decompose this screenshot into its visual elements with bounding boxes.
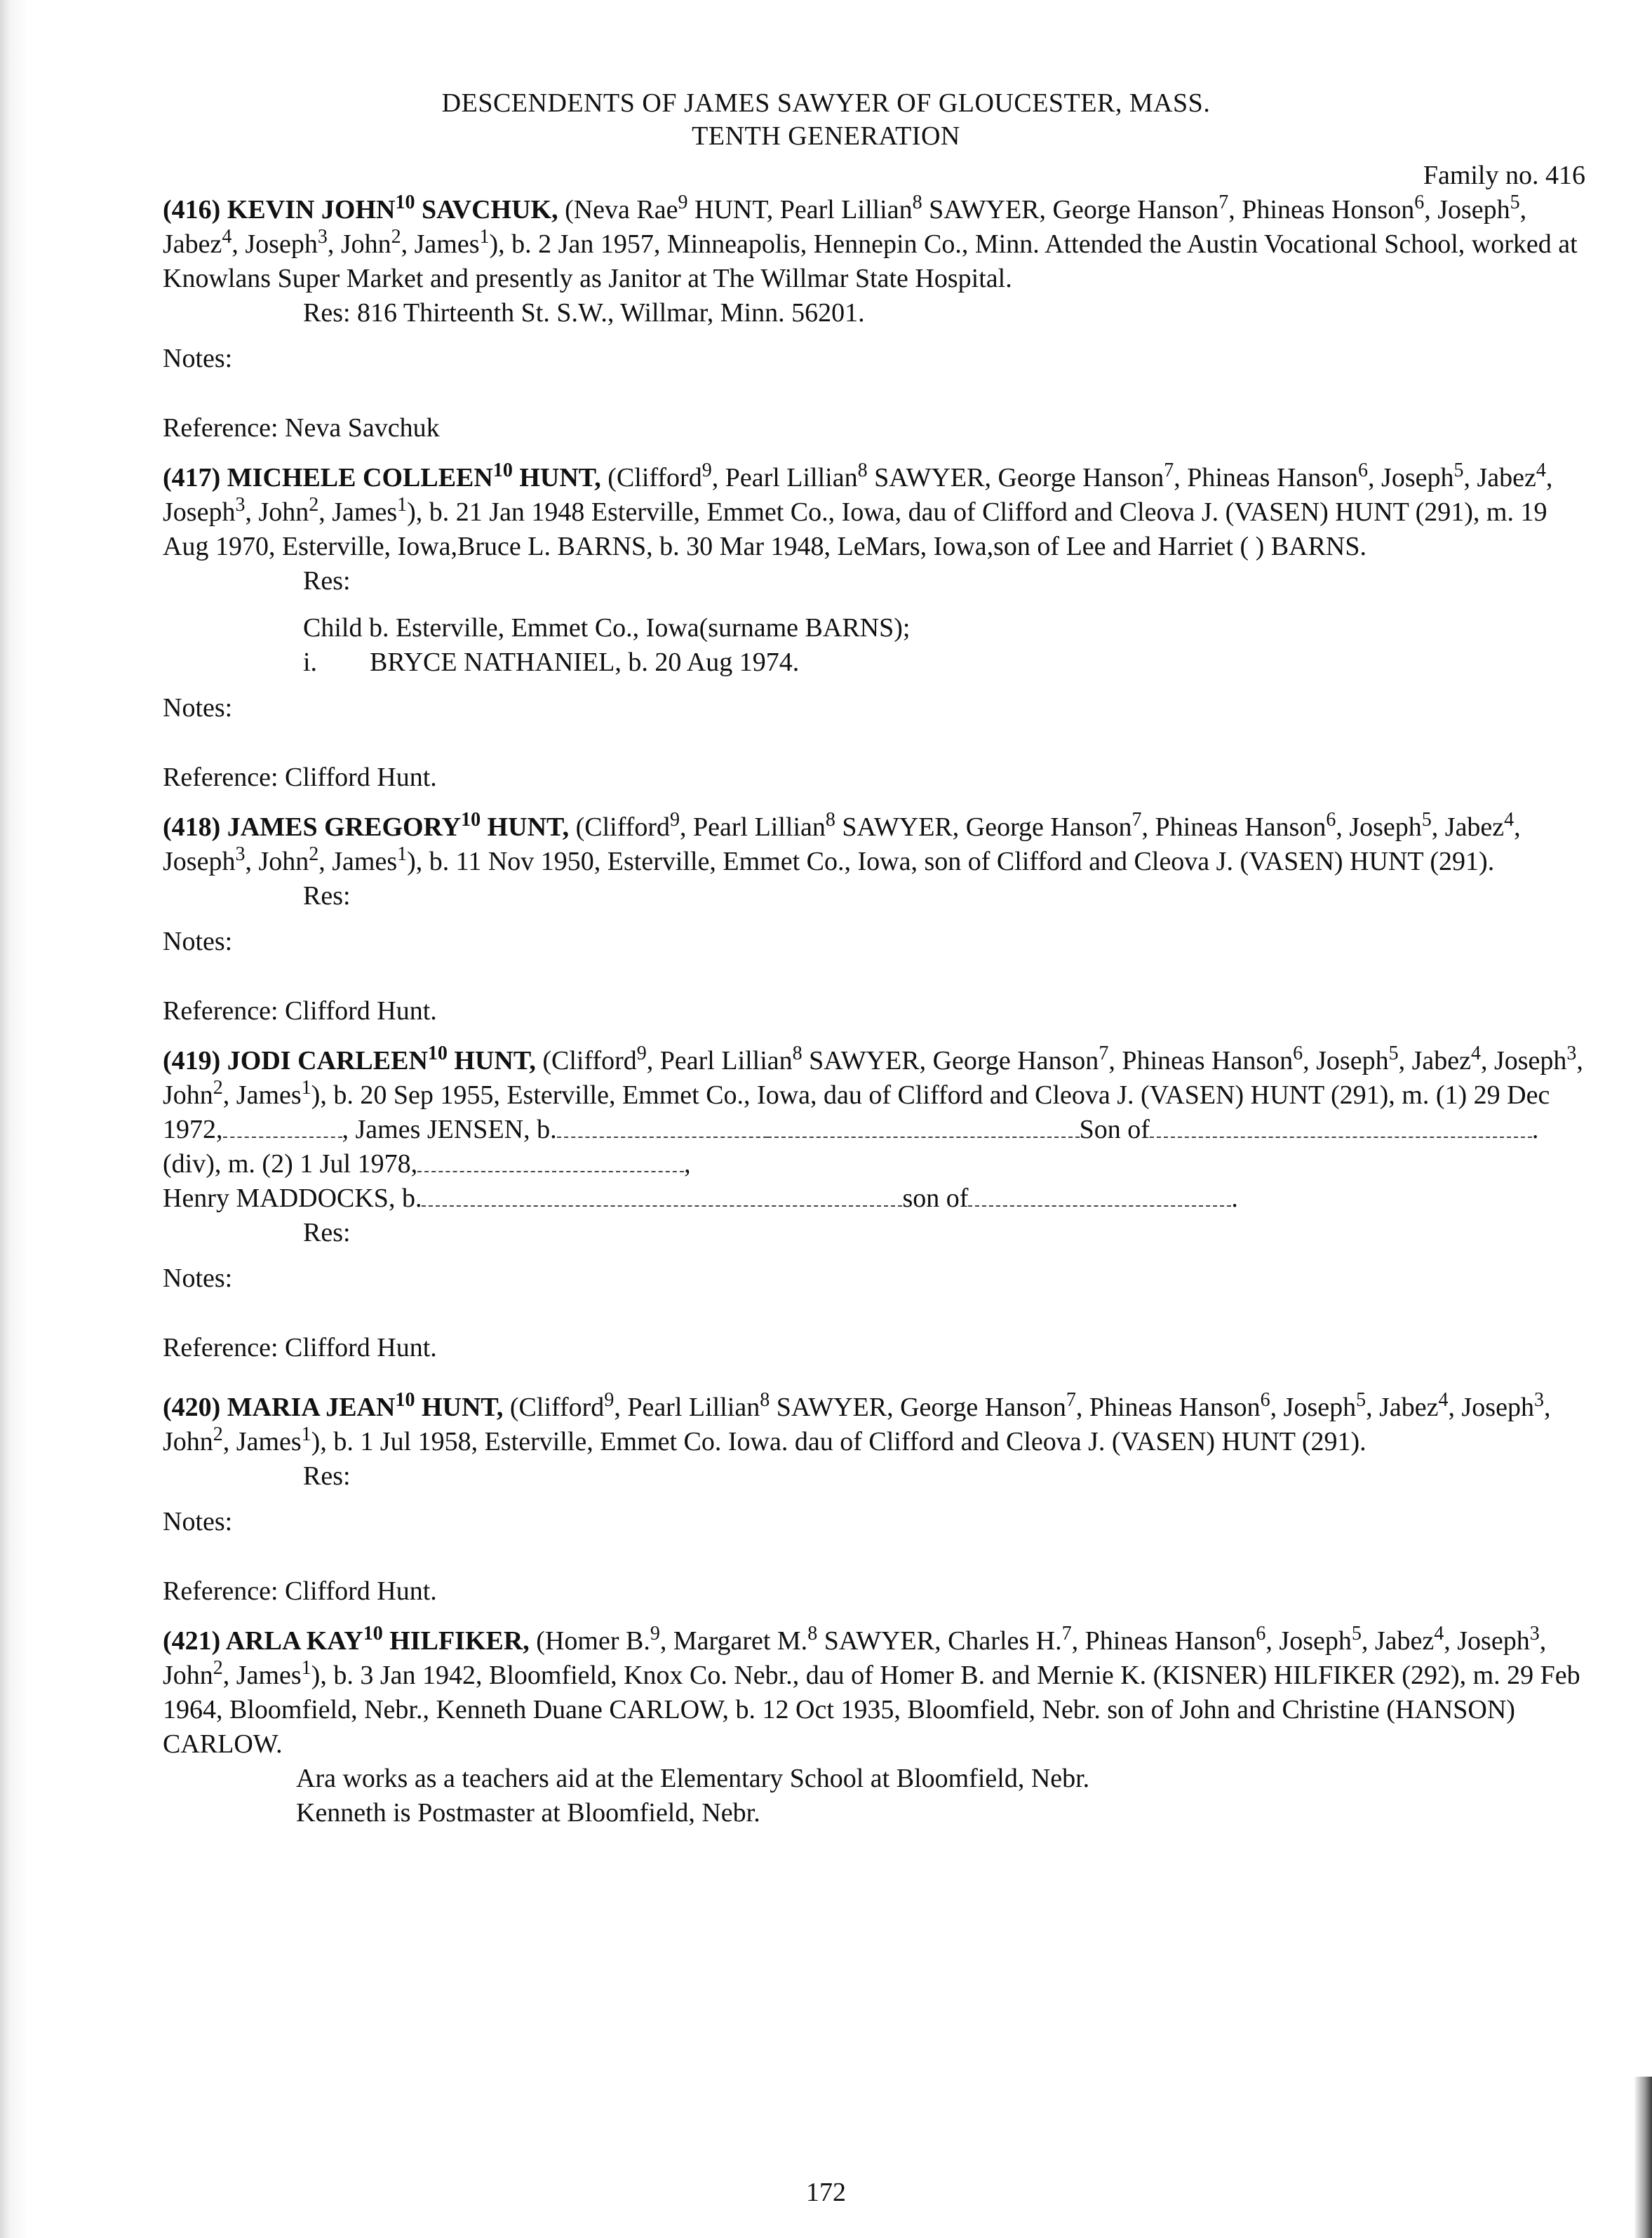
scan-shadow-right (1634, 2077, 1652, 2238)
entry-417-child (163, 645, 1594, 680)
entry-417-name: (417) MICHELE COLLEEN$^{10}$ HUNT, (163, 460, 601, 493)
entry-418-notes: Notes: (163, 927, 233, 956)
entry-417-body: (417) MICHELE COLLEEN$^{10}$ HUNT, (Clifford$^9$, Pearl Lillian$^8$ SAWYER, George Hanson$^7$, Phineas Hanson$^6$, Joseph$^5$, Jabez$^4$, Joseph$^3$, John$^2$, James$^1$), b. 21 Jan 1948 Esterville, Emmet Co., Iowa, dau of Clifford and Cleova J. (VASEN) HUNT (291), m. 19 Aug 1970, Esterville, Iowa,Bruce L. BARNS, b. 30 Mar 1948, LeMars, Iowa,son of Lee and Harriet ( ) BARNS. (163, 460, 1553, 561)
child-number: i. (303, 648, 318, 677)
blank-field (422, 1184, 902, 1207)
blank-field (223, 1115, 342, 1138)
entry-418-res: Res: (303, 881, 351, 911)
entry-420-name: (420) MARIA JEAN$^{10}$ HUNT, (163, 1389, 504, 1422)
entry-420-notes: Notes: (163, 1507, 233, 1536)
entry-420-body: (420) MARIA JEAN$^{10}$ HUNT, (Clifford$^9$, Pearl Lillian$^8$ SAWYER, George Hanson$^7$, Phineas Hanson$^6$, Joseph$^5$, Jabez$^4$, Joseph$^3$, John$^2$, James$^1$), b. 1 Jul 1958, Esterville, Emmet Co. Iowa. dau of Clifford and Cleova J. (VASEN) HUNT (291). (163, 1389, 1551, 1456)
entry-419-res: Res: (303, 1218, 351, 1247)
entry-416 (163, 193, 1594, 445)
entry-417 (163, 461, 1594, 795)
blank-field (417, 1150, 684, 1172)
scan-shadow-left (0, 0, 28, 2238)
entry-419 (163, 1044, 1594, 1365)
entry-419-notes: Notes: (163, 1264, 233, 1293)
entry-421-note-2: Kenneth is Postmaster at Bloomfield, Nebr. (296, 1798, 760, 1828)
entry-417-children-intro: Child b. Esterville, Emmet Co., Iowa(surname BARNS); (303, 613, 911, 643)
entry-416-reference: Reference: Neva Savchuk (163, 413, 440, 443)
family-number: Family no. 416 (1423, 161, 1585, 190)
entry-416-body: (416) KEVIN JOHN$^{10}$ SAVCHUK, (Neva Rae$^9$ HUNT, Pearl Lillian$^8$ SAWYER, George Hanson$^7$, Phineas Honson$^6$, Joseph$^5$, Jabez$^4$, Joseph$^3$, John$^2$, James$^1$), b. 2 Jan 1957, Minneapolis, Hennepin Co., Minn. Attended the Austin Vocational School, worked at Knowlans Super Market and presently as Janitor at The Willmar State Hospital. (163, 192, 1578, 293)
entry-421-name: (421) ARLA KAY$^{10}$ HILFIKER, (163, 1623, 530, 1656)
blank-field (1150, 1115, 1532, 1138)
entry-419-body: (419) JODI CARLEEN$^{10}$ HUNT, (Clifford$^9$, Pearl Lillian$^8$ SAWYER, George Hanson$^7$, Phineas Hanson$^6$, Joseph$^5$, Jabez$^4$, Joseph$^3$, John$^2$, James$^1$), b. 20 Sep 1955, Esterville, Emmet Co., Iowa, dau of Clifford and Cleova J. (VASEN) HUNT (291), m. (1) 29 Dec 1972, , James JENSEN, b. Son of . (div), m. (2) 1 Jul 1978, , (163, 1043, 1583, 1179)
entry-418 (163, 810, 1594, 1028)
entries (163, 193, 1594, 1846)
entry-421-note-1: Ara works as a teachers aid at the Elementary School at Bloomfield, Nebr. (296, 1764, 1090, 1793)
entry-421 (163, 1624, 1594, 1830)
page-title: DESCENDENTS OF JAMES SAWYER OF GLOUCESTER, MASS. (441, 88, 1211, 118)
entry-420-reference: Reference: Clifford Hunt. (163, 1576, 437, 1606)
entry-418-body: (418) JAMES GREGORY$^{10}$ HUNT, (Clifford$^9$, Pearl Lillian$^8$ SAWYER, George Hanson$^7$, Phineas Hanson$^6$, Joseph$^5$, Jabez$^4$, Joseph$^3$, John$^2$, James$^1$), b. 11 Nov 1950, Esterville, Emmet Co., Iowa, son of Clifford and Cleova J. (VASEN) HUNT (291). (163, 809, 1521, 876)
entry-420 (163, 1391, 1594, 1609)
blank-field (968, 1184, 1231, 1207)
page-number: 172 (806, 2178, 846, 2207)
entry-419-name: (419) JODI CARLEEN$^{10}$ HUNT, (163, 1043, 536, 1076)
entry-418-reference: Reference: Clifford Hunt. (163, 996, 437, 1026)
entry-421-body: (421) ARLA KAY$^{10}$ HILFIKER, (Homer B.$^9$, Margaret M.$^8$ SAWYER, Charles H.$^7$, Phineas Hanson$^6$, Joseph$^5$, Jabez$^4$, Joseph$^3$, John$^2$, James$^1$), b. 3 Jan 1942, Bloomfield, Knox Co. Nebr., dau of Homer B. and Mernie K. (KISNER) HILFIKER (292), m. 29 Feb 1964, Bloomfield, Nebr., Kenneth Duane CARLOW, b. 12 Oct 1935, Bloomfield, Nebr. son of John and Christine (HANSON) CARLOW. (163, 1623, 1580, 1759)
entry-419-line2: Henry MADDOCKS, b. son of . (163, 1184, 1238, 1213)
blank-field (557, 1115, 767, 1138)
page-subtitle: TENTH GENERATION (692, 121, 960, 151)
child-name: BRYCE NATHANIEL, b. 20 Aug 1974. (370, 648, 800, 677)
entry-416-name: (416) KEVIN JOHN$^{10}$ SAVCHUK, (163, 192, 558, 225)
entry-416-notes: Notes: (163, 344, 233, 373)
blank-field (767, 1115, 1080, 1138)
entry-418-name: (418) JAMES GREGORY$^{10}$ HUNT, (163, 809, 570, 842)
entry-417-reference: Reference: Clifford Hunt. (163, 763, 437, 792)
entry-417-res: Res: (303, 566, 351, 596)
entry-417-notes: Notes: (163, 693, 233, 723)
entry-419-reference: Reference: Clifford Hunt. (163, 1333, 437, 1362)
entry-420-res: Res: (303, 1461, 351, 1491)
entry-416-res: Res: 816 Thirteenth St. S.W., Willmar, Minn. 56201. (303, 298, 865, 328)
